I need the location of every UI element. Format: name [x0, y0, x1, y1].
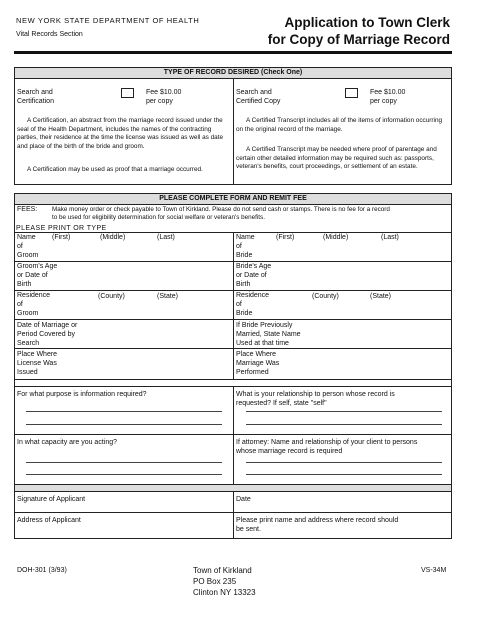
- grid-divider: [233, 386, 234, 484]
- bride-middle-hint: (Middle): [323, 234, 349, 241]
- certified-copy-checkbox[interactable]: [345, 88, 358, 98]
- bride-name-field[interactable]: [276, 243, 450, 260]
- groom-last-hint: (Last): [157, 234, 175, 241]
- agency-name: NEW YORK STATE DEPARTMENT OF HEALTH: [16, 16, 200, 25]
- groom-state-hint: (State): [157, 293, 179, 300]
- page-title: Application to Town Clerk for Copy of Marriage Record: [267, 15, 450, 47]
- grid-divider: [233, 492, 234, 539]
- address-field[interactable]: [17, 525, 230, 538]
- fees-text: Make money order or check payable to Town of Kirkland. Please do not send cash or stamps. There is no fee for a record to be used for eligibility determination for social welfare or veteran's benefits.: [52, 206, 390, 221]
- purpose-line-2[interactable]: [26, 424, 222, 425]
- groom-age-label: Groom's Age or Date of Birth: [17, 263, 58, 288]
- grid-line: [14, 319, 452, 320]
- capacity-line-2[interactable]: [26, 474, 222, 475]
- license-place-field[interactable]: [70, 350, 230, 378]
- fees-label: FEES:: [17, 206, 38, 213]
- groom-residence-label: Residence of Groom: [17, 292, 51, 317]
- marriage-place-field[interactable]: [290, 350, 450, 378]
- section-name: Vital Records Section: [16, 31, 83, 38]
- groom-age-field[interactable]: [70, 262, 230, 289]
- bride-age-label: Bride's Age or Date of Birth: [236, 263, 272, 288]
- relationship-label: What is your relationship to person whose record is requested? If self, state "self": [236, 391, 395, 407]
- bride-residence-label: Residence of Bride: [236, 292, 270, 317]
- date-label: Date: [236, 496, 251, 503]
- groom-residence-field[interactable]: [60, 301, 230, 318]
- grid-line: [14, 348, 452, 349]
- groom-county-hint: (County): [98, 293, 125, 300]
- bride-age-field[interactable]: [290, 262, 450, 289]
- attorney-label: If attorney: Name and relationship of your client to persons whose marriage record is required: [236, 439, 418, 455]
- bride-last-hint: (Last): [381, 234, 399, 241]
- bride-state-hint: (State): [370, 293, 392, 300]
- marriage-date-field[interactable]: [90, 321, 230, 347]
- marriage-date-label: Date of Marriage or Period Covered by Search: [17, 322, 78, 347]
- grid-line: [14, 379, 452, 380]
- shaded-band: [15, 484, 451, 492]
- grid-divider: [233, 232, 234, 379]
- certified-copy-use-note: A Certified Transcript may be needed where proof of parentage and certain other detailed information may be required such as: passports, veteran's benefits, court proceedings, or settlement of an estate.: [236, 146, 437, 171]
- signature-label: Signature of Applicant: [17, 496, 86, 503]
- bride-residence-field[interactable]: [280, 301, 450, 318]
- form-number: DOH-301 (3/93): [17, 567, 67, 574]
- bride-previous-name-label: If Bride Previously Married, State Name Used at that time: [236, 322, 301, 347]
- record-type-divider: [233, 78, 234, 185]
- address-label: Address of Applicant: [17, 517, 81, 524]
- mailing-address-block: Town of Kirkland PO Box 235 Clinton NY 13323: [193, 566, 256, 597]
- bride-previous-name-field[interactable]: [310, 321, 450, 347]
- groom-name-field[interactable]: [52, 243, 230, 260]
- purpose-label: For what purpose is information required?: [17, 391, 147, 398]
- grid-line: [14, 512, 452, 513]
- record-type-heading: TYPE OF RECORD DESIRED (Check One): [15, 68, 451, 79]
- certified-copy-fee: Fee $10.00 per copy: [370, 89, 406, 105]
- relationship-line-2[interactable]: [246, 424, 442, 425]
- groom-name-label: Name of Groom: [17, 234, 39, 259]
- groom-first-hint: (First): [52, 234, 71, 241]
- certified-copy-label: Search and Certified Copy: [236, 89, 281, 105]
- signature-field[interactable]: [17, 504, 230, 512]
- grid-line: [14, 434, 452, 435]
- form-code: VS-34M: [421, 567, 447, 574]
- header-rule: [14, 51, 452, 54]
- capacity-label: In what capacity are you acting?: [17, 439, 118, 446]
- purpose-line-1[interactable]: [26, 411, 222, 412]
- certification-label: Search and Certification: [17, 89, 54, 105]
- bride-name-label: Name of Bride: [236, 234, 255, 259]
- certification-use-note: A Certification may be used as proof that a marriage occurred.: [27, 166, 203, 173]
- bride-first-hint: (First): [276, 234, 295, 241]
- print-instruction: PLEASE PRINT OR TYPE: [16, 225, 107, 232]
- certification-checkbox[interactable]: [121, 88, 134, 98]
- date-field[interactable]: [236, 504, 450, 512]
- mailing-address-field[interactable]: [236, 534, 450, 539]
- attorney-line-2[interactable]: [246, 474, 442, 475]
- attorney-line-1[interactable]: [246, 462, 442, 463]
- license-place-label: Place Where License Was Issued: [17, 351, 58, 376]
- certification-description: A Certification, an abstract from the marriage record issued under the seal of the Health Department, includes the names of the contracting parties, their residence at the time the license was issued as well as date and place of the birth of the bride and groom.: [17, 117, 224, 150]
- form-heading: PLEASE COMPLETE FORM AND REMIT FEE: [15, 194, 451, 205]
- certified-copy-description: A Certified Transcript includes all of the items of information occurring on the original record of the marriage.: [236, 117, 443, 133]
- marriage-place-label: Place Where Marriage Was Performed: [236, 351, 280, 376]
- certification-fee: Fee $10.00 per copy: [146, 89, 182, 105]
- mailing-address-label: Please print name and address where record should be sent.: [236, 517, 399, 533]
- groom-middle-hint: (Middle): [100, 234, 126, 241]
- capacity-line-1[interactable]: [26, 462, 222, 463]
- bride-county-hint: (County): [312, 293, 339, 300]
- relationship-line-1[interactable]: [246, 411, 442, 412]
- grid-line: [14, 290, 452, 291]
